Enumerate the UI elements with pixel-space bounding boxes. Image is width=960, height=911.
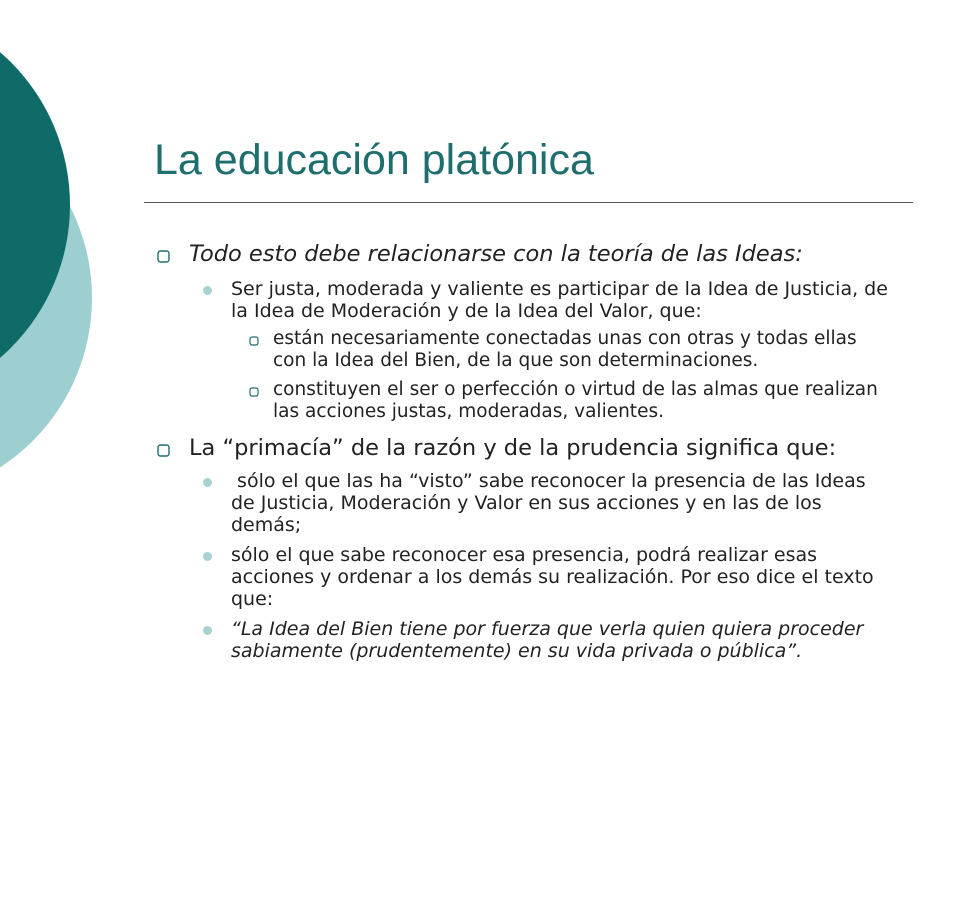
dot-bullet-icon: [203, 626, 212, 635]
sub-bullet: [155, 544, 895, 610]
bullet-point-2: [155, 437, 895, 460]
bullet-point-text: Todo esto debe relacionarse con la teoría de las Ideas:: [189, 241, 803, 267]
slide-content: [155, 243, 895, 662]
sub-sub-bullet: [155, 328, 895, 372]
hollow-square-icon: [157, 250, 170, 263]
sub-bullet-text: sólo el que sabe reconocer esa presencia, podrá realizar esas acciones y ordenar a los demás su realización. Por eso dice el texto que:: [231, 544, 874, 610]
decorative-circles: [0, 0, 120, 480]
sub-bullet-text: sólo el que las ha “visto” sabe reconocer la presencia de las Ideas de Justicia, Moderación y Valor en sus acciones y en las de los demás;: [231, 470, 872, 536]
bullet-point-1: [155, 243, 895, 266]
sub-sub-bullet: [155, 379, 895, 423]
quote-text: “La Idea del Bien tiene por fuerza que verla quien quiera proceder sabiamente (prudentemente) en su vida privada o pública”.: [231, 618, 864, 662]
sub-bullet: [155, 278, 895, 322]
sub-bullet-text: Ser justa, moderada y valiente es participar de la Idea de Justicia, de la Idea de Moderación y de la Idea del Valor, que:: [231, 278, 888, 322]
dot-bullet-icon: [203, 286, 212, 295]
hollow-square-icon: [157, 444, 170, 457]
sub-sub-bullet-text: constituyen el ser o perfección o virtud de las almas que realizan las acciones justas, moderadas, valientes.: [273, 379, 878, 422]
hollow-square-icon: [249, 387, 259, 397]
sub-sub-bullet-text: están necesariamente conectadas unas con otras y todas ellas con la Idea del Bien, de la que son determinaciones.: [273, 328, 857, 371]
title-divider: [144, 202, 913, 203]
dot-bullet-icon: [203, 478, 212, 487]
bullet-point-text: La “primacía” de la razón y de la prudencia significa que:: [189, 435, 837, 461]
slide-title: La educación platónica: [154, 136, 594, 184]
sub-bullet: [155, 470, 895, 536]
dot-bullet-icon: [203, 552, 212, 561]
hollow-square-icon: [249, 336, 259, 346]
sub-bullet: [155, 618, 895, 662]
